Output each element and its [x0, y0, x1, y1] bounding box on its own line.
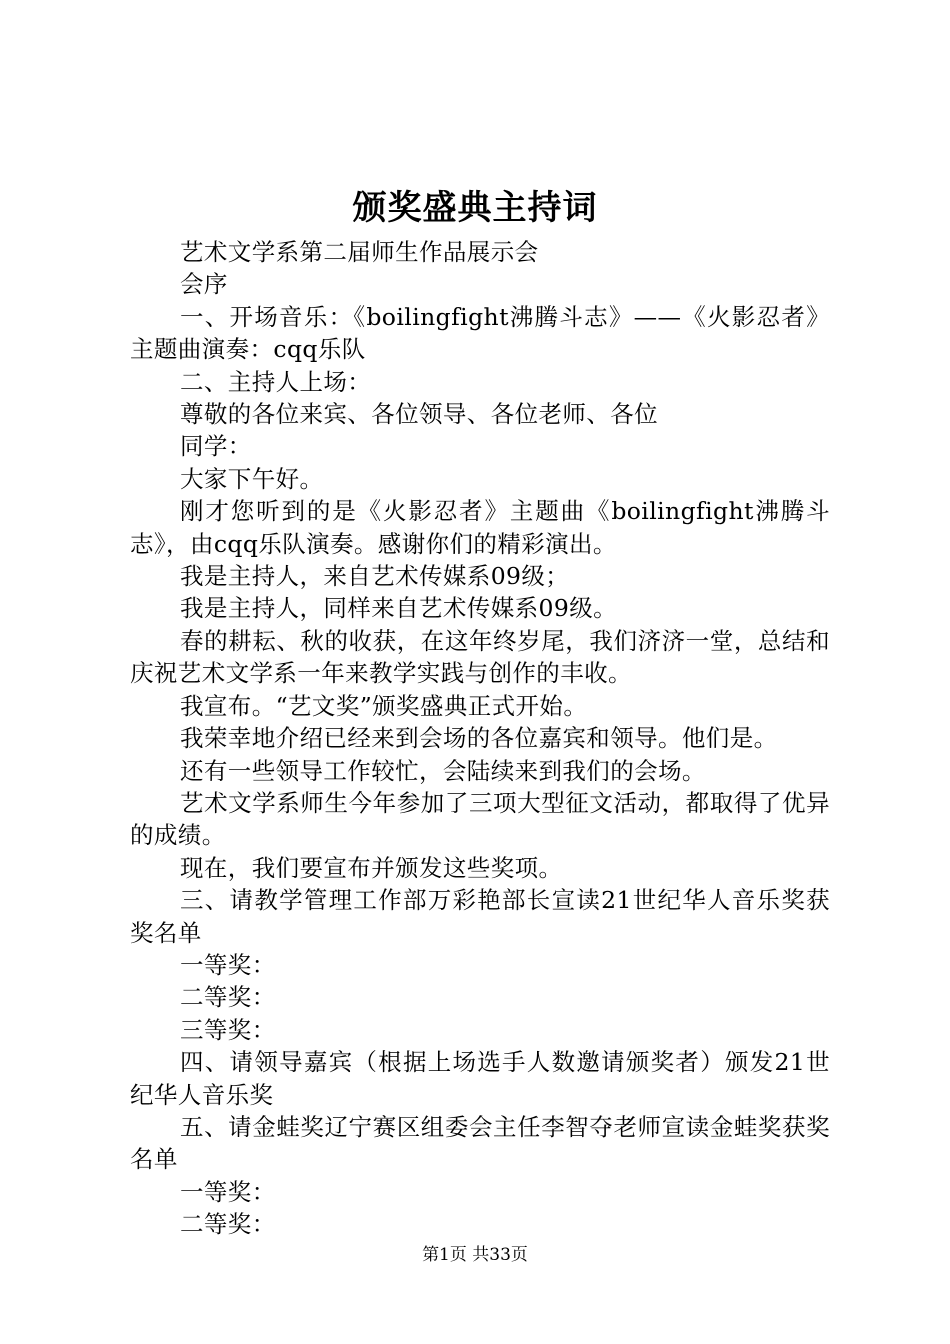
paragraph: 春的耕耘、秋的收获，在这年终岁尾，我们济济一堂，总结和庆祝艺术文学系一年来教学实践与创作的丰收。 — [130, 626, 830, 688]
paragraph: 三等奖： — [180, 1015, 276, 1044]
paragraph: 刚才您听到的是《火影忍者》主题曲《boilingfight沸腾斗志》，由cqq乐队演奏。感谢你们的精彩演出。 — [130, 497, 830, 558]
paragraph: 大家下午好。 — [180, 464, 324, 493]
paragraph: 我宣布。“艺文奖”颁奖盛典正式开始。 — [180, 691, 588, 720]
paragraph: 一、开场音乐：《boilingfight沸腾斗志》——《火影忍者》主题曲演奏：cqq乐队 — [130, 302, 830, 364]
paragraph: 三、请教学管理工作部万彩艳部长宣读21世纪华人音乐奖获奖名单 — [130, 886, 830, 947]
paragraph: 现在，我们要宣布并颁发这些奖项。 — [180, 853, 563, 882]
page-number-footer: 第1页 共33页 — [422, 1245, 528, 1265]
paragraph: 还有一些领导工作较忙，会陆续来到我们的会场。 — [180, 756, 706, 785]
paragraph: 艺术文学系师生今年参加了三项大型征文活动，都取得了优异的成绩。 — [130, 788, 830, 850]
document-body — [130, 236, 830, 1241]
paragraph: 四、请领导嘉宾（根据上场选手人数邀请颁奖者）颁发21世纪华人音乐奖 — [130, 1048, 830, 1109]
paragraph: 一等奖： — [180, 1177, 276, 1206]
paragraph: 二等奖： — [180, 983, 276, 1012]
document-title: 颁奖盛典主持词 — [352, 188, 598, 228]
paragraph: 会序 — [180, 270, 228, 299]
paragraph: 艺术文学系第二届师生作品展示会 — [180, 238, 539, 266]
paragraph: 我是主持人，同样来自艺术传媒系09级。 — [180, 594, 618, 623]
paragraph: 五、请金蛙奖辽宁赛区组委会主任李智夺老师宣读金蛙奖获奖名单 — [130, 1112, 830, 1174]
paragraph: 我荣幸地介绍已经来到会场的各位嘉宾和领导。他们是。 — [180, 724, 778, 753]
paragraph: 一等奖： — [180, 950, 276, 979]
paragraph: 尊敬的各位来宾、各位领导、各位老师、各位 — [180, 400, 658, 429]
paragraph: 二、主持人上场： — [180, 367, 372, 396]
paragraph: 我是主持人，来自艺术传媒系09级； — [180, 562, 570, 591]
paragraph: 同学： — [180, 432, 252, 461]
paragraph: 二等奖： — [180, 1210, 276, 1239]
